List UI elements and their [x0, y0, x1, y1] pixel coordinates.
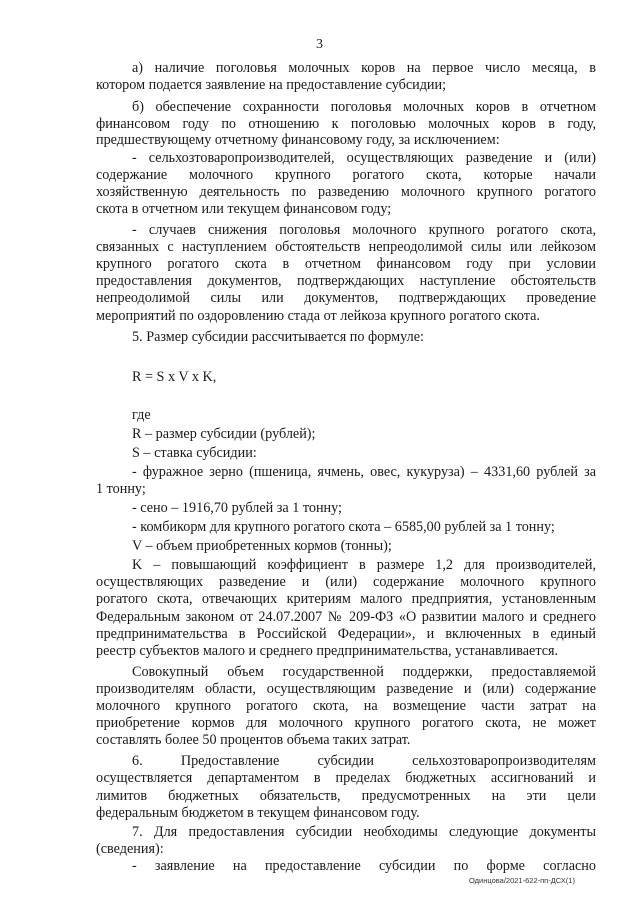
text-line: осуществляющих разведение и (или) содержание молочного крупного	[96, 574, 596, 591]
text-line: V – объем приобретенных кормов (тонны);	[132, 538, 392, 554]
text-line: где	[132, 406, 151, 423]
text-line: Совокупный объем государственной поддержки, предоставляемой	[132, 663, 596, 680]
text-line: - сельхозтоваропроизводителей, осуществляющих разведение и (или)	[132, 149, 596, 166]
text-line: финансовом году по отношению к поголовью молочных коров в году,	[96, 116, 596, 133]
text-line: Федеральным законом от 24.07.2007 № 209-ФЗ «О развитии малого и среднего	[96, 608, 596, 625]
text-line: крупного рогатого скота в отчетном финансовом году при условии	[96, 256, 596, 273]
text-line: - заявление на предоставление субсидии по форме согласно	[132, 858, 596, 874]
text-line: хозяйственную деятельность по разведению молочного крупного рогатого	[96, 183, 596, 200]
page-number: 3	[316, 37, 323, 52]
text-line: лимитов бюджетных обязательств, предусмотренных на эти цели	[96, 787, 596, 804]
text-line: котором подается заявление на предоставление субсидии;	[96, 77, 447, 94]
text-line: содержание молочного крупного рогатого скота, которые начали	[96, 166, 596, 183]
text-line: предоставления документов, подтверждающих наступление обстоятельств	[96, 273, 596, 290]
text-line: составлять более 50 процентов объема таких затрат.	[96, 732, 411, 749]
text-line: - сено – 1916,70 рублей за 1 тонну;	[132, 499, 342, 516]
footer-code: Одинцова/2021-622-пп-ДСХ(1)	[469, 876, 575, 885]
text-line: производителям области, осуществляющим разведение и (или) содержание	[96, 680, 596, 697]
text-line: 1 тонну;	[96, 480, 146, 497]
text-line: - комбикорм для крупного рогатого скота – 6585,00 рублей за 1 тонну;	[132, 519, 555, 535]
text-line: предпринимательства в Российской Федерации», и включенных в единый	[96, 625, 596, 642]
text-line: - фуражное зерно (пшеница, ячмень, овес, кукуруза) – 4331,60 рублей за	[132, 463, 596, 480]
text-line: мероприятий по оздоровлению стада от лейкоза крупного рогатого скота.	[96, 307, 540, 324]
text-line: 7. Для предоставления субсидии необходимы следующие документы	[132, 823, 596, 840]
text-line: R – размер субсидии (рублей);	[132, 425, 316, 442]
text-line: (сведения):	[96, 840, 164, 857]
text-line: непреодолимой силы или документов, подтверждающих проведение	[96, 290, 596, 307]
text-line: приобретение кормов для молочного крупного рогатого скота, не может	[96, 715, 596, 732]
text-line: скота в отчетном или текущем финансовом году;	[96, 200, 392, 217]
text-line: осуществляется департаментом в пределах бюджетных ассигнований и	[96, 770, 596, 787]
text-line: S – ставка субсидии:	[132, 444, 257, 461]
text-line: K – повышающий коэффициент в размере 1,2 для производителей,	[132, 557, 596, 574]
text-line: предшествующему отчетному финансовому году, за исключением:	[96, 132, 500, 149]
text-line: реестр субъектов малого и среднего предпринимательства, устанавливается.	[96, 642, 559, 659]
text-line: б) обеспечение сохранности поголовья молочных коров в отчетном	[132, 99, 596, 115]
text-line: а) наличие поголовья молочных коров на первое число месяца, в	[132, 60, 596, 76]
text-line: связанных с наступлением обстоятельств непреодолимой силы или лейкозом	[96, 239, 596, 255]
text-line: 5. Размер субсидии рассчитывается по формуле:	[132, 328, 424, 345]
formula: R = S x V x K,	[132, 368, 217, 385]
text-line: 6. Предоставление субсидии сельхозтоваропроизводителям	[132, 753, 596, 770]
text-line: - случаев снижения поголовья молочного крупного рогатого скота,	[132, 221, 596, 238]
text-line: рогатого скота, отвечающих критериям малого предприятия, установленным	[96, 591, 596, 608]
text-line: федеральным бюджетом в текущем финансовом году.	[96, 804, 420, 821]
text-line: молочного крупного рогатого скота, на возмещение части затрат на	[96, 698, 596, 714]
